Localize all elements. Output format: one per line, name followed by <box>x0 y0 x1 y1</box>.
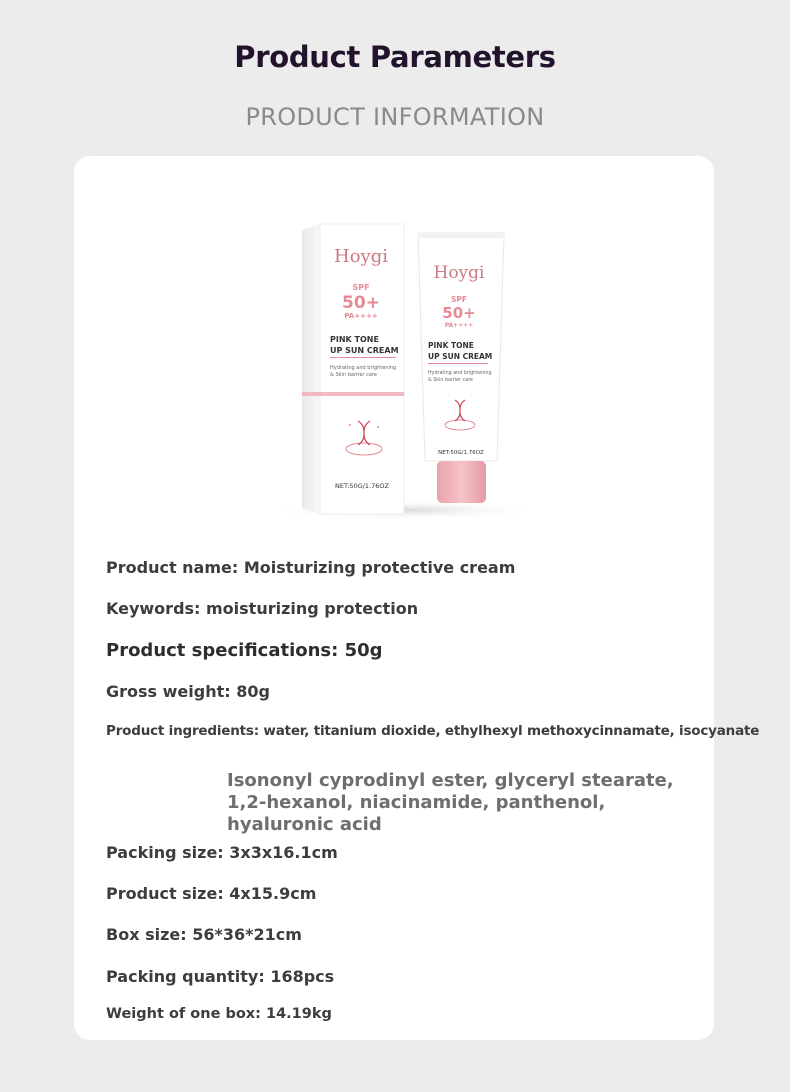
tube-spf-value: 50+ <box>442 304 476 322</box>
tube-spf: SPF <box>450 295 468 304</box>
product-name: Product name: Moisturizing protective cream <box>106 558 516 577</box>
product-info-card <box>74 156 760 1040</box>
box-size: Box size: 56*36*21cm <box>106 925 302 944</box>
product-size: Product size: 4x15.9cm <box>106 884 317 903</box>
box-name-line1: PINK TONE <box>330 335 379 344</box>
box-pa: PA++++ <box>344 312 378 320</box>
tube-brand: Hoygi <box>433 263 485 283</box>
packing-size: Packing size: 3x3x16.1cm <box>106 843 338 862</box>
box-spf: SPF <box>352 283 370 292</box>
tube-net: NET:50G/1.76OZ <box>438 450 484 456</box>
box-desc-line2: & Skin barrier care <box>330 372 377 378</box>
tube-name-line1: PINK TONE <box>428 341 474 350</box>
tube-desc-line1: Hydrating and brightening <box>428 371 492 376</box>
box-name-line2: UP SUN CREAM <box>330 346 399 355</box>
gross-weight: Gross weight: 80g <box>106 682 270 701</box>
tube-cap <box>437 461 486 503</box>
sunscreen-tube <box>418 232 504 503</box>
box-desc-line1: Hydrating and brightening <box>330 365 397 371</box>
box-brand: Hoygi <box>334 246 388 267</box>
product-ingredients: Product ingredients: water, titanium dioxide, ethylhexyl methoxycinnamate, isocyanate <box>106 723 760 739</box>
tube-name-line2: UP SUN CREAM <box>428 352 493 361</box>
box-spf-value: 50+ <box>342 293 380 313</box>
product-specifications: Product specifications: 50g <box>106 640 383 661</box>
page-subtitle: PRODUCT INFORMATION <box>245 103 545 131</box>
tube-desc-line2: & Skin barrier care <box>428 378 474 383</box>
packing-quantity: Packing quantity: 168pcs <box>106 967 335 986</box>
keywords: Keywords: moisturizing protection <box>106 599 419 618</box>
tube-pa: PA++++ <box>444 322 474 329</box>
product-image <box>254 196 554 526</box>
page-title: Product Parameters <box>234 40 556 74</box>
ingredients-continued: Isononyl cyprodinyl ester, glyceryl stearate, 1,2-hexanol, niacinamide, panthenol, hyaluronic acid <box>227 770 674 835</box>
sunscreen-box <box>302 224 404 514</box>
box-net: NET:50G/1.76OZ <box>335 482 389 490</box>
box-weight: Weight of one box: 14.19kg <box>106 1006 332 1022</box>
